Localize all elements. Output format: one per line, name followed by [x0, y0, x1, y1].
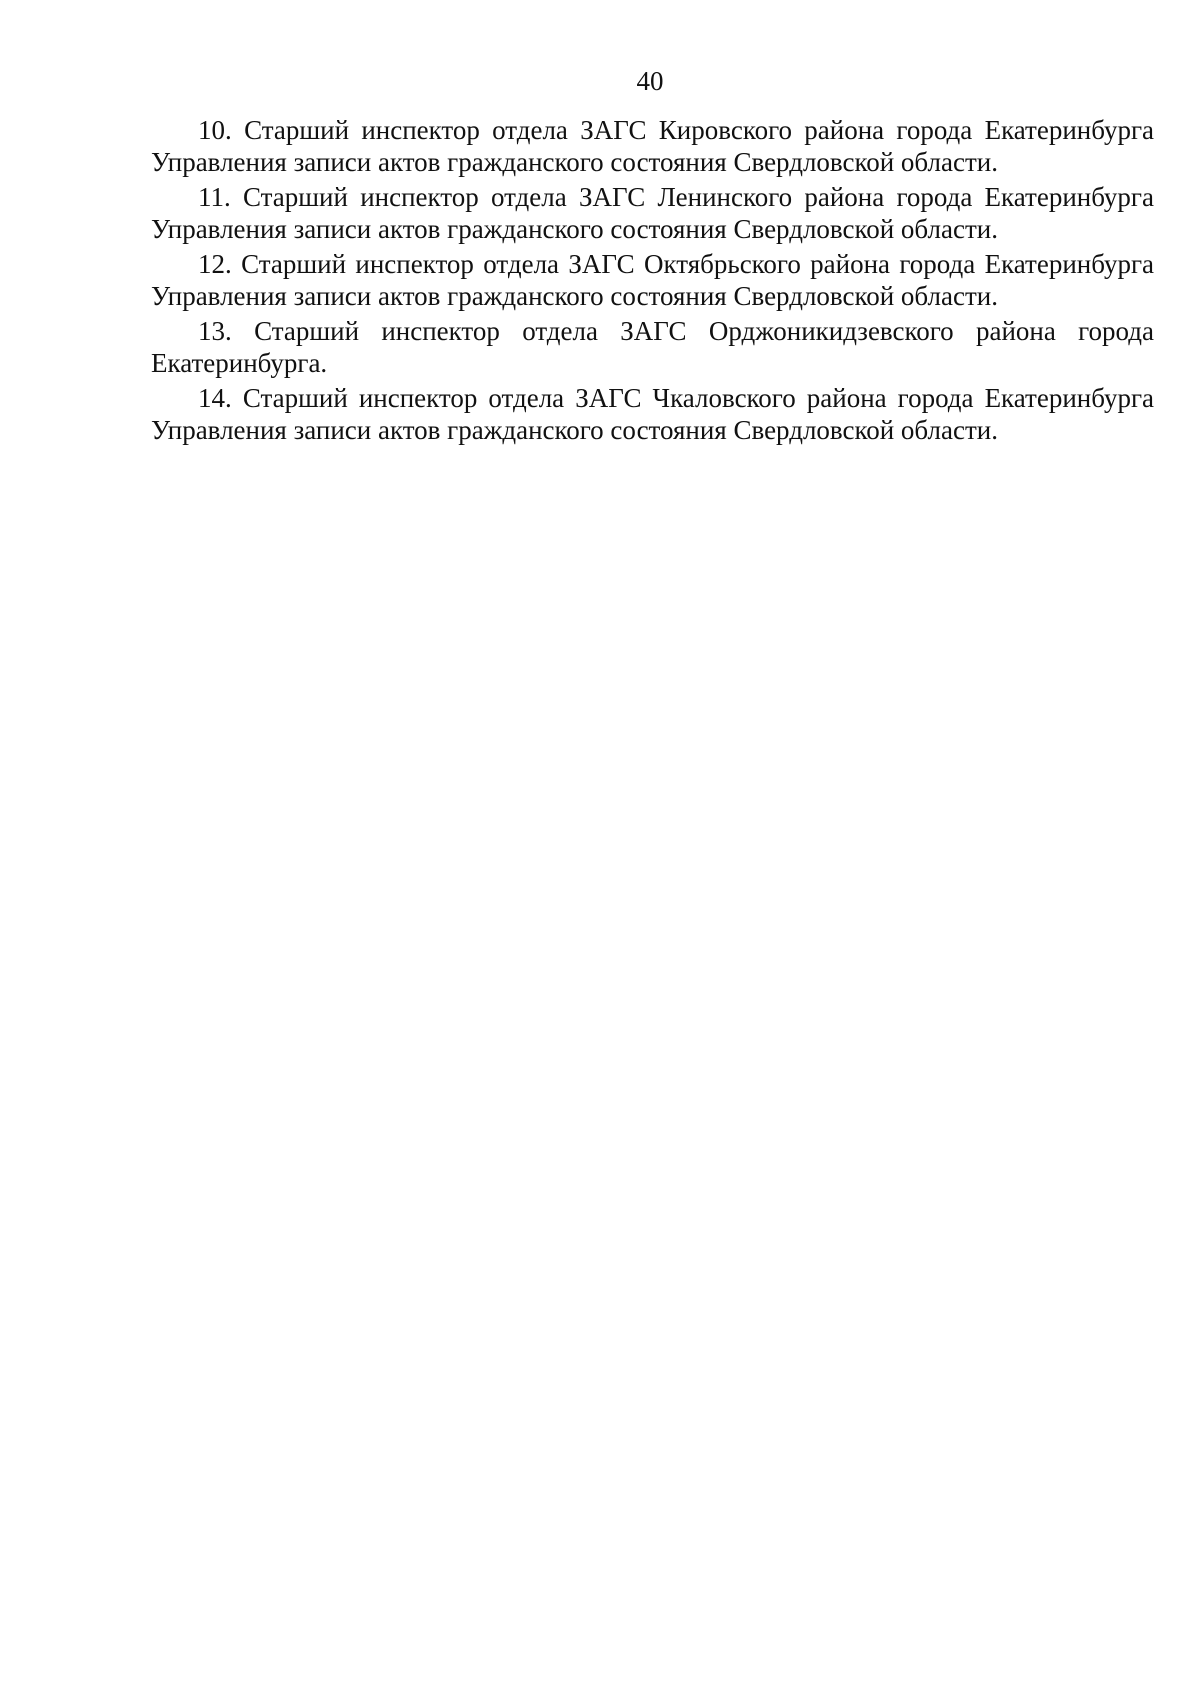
list-item — [151, 382, 1154, 446]
item-number: 14. — [198, 383, 232, 413]
list-item — [151, 114, 1154, 178]
item-number: 10. — [198, 115, 232, 145]
item-number: 11. — [198, 182, 231, 212]
item-number: 13. — [198, 316, 232, 346]
item-text: Старший инспектор отдела ЗАГС Кировского района города Екатеринбурга Управления записи актов гражданского состояния Свердловской области. — [151, 115, 1155, 177]
page-number: 40 — [636, 66, 664, 96]
item-text: Старший инспектор отдела ЗАГС Ленинского района города Екатеринбурга Управления записи актов гражданского состояния Свердловской области. — [151, 182, 1154, 244]
item-text: Старший инспектор отдела ЗАГС Чкаловского района города Екатеринбурга Управления записи актов гражданского состояния Свердловской области. — [151, 383, 1155, 445]
item-number: 12. — [198, 249, 232, 279]
list-item — [151, 315, 1154, 379]
position-list — [151, 114, 1154, 449]
list-item — [151, 181, 1154, 245]
item-text: Старший инспектор отдела ЗАГС Орджоникидзевского района города Екатеринбурга. — [151, 316, 1154, 378]
list-item — [151, 248, 1154, 312]
item-text: Старший инспектор отдела ЗАГС Октябрьского района города Екатеринбурга Управления записи актов гражданского состояния Свердловской области. — [151, 249, 1155, 311]
